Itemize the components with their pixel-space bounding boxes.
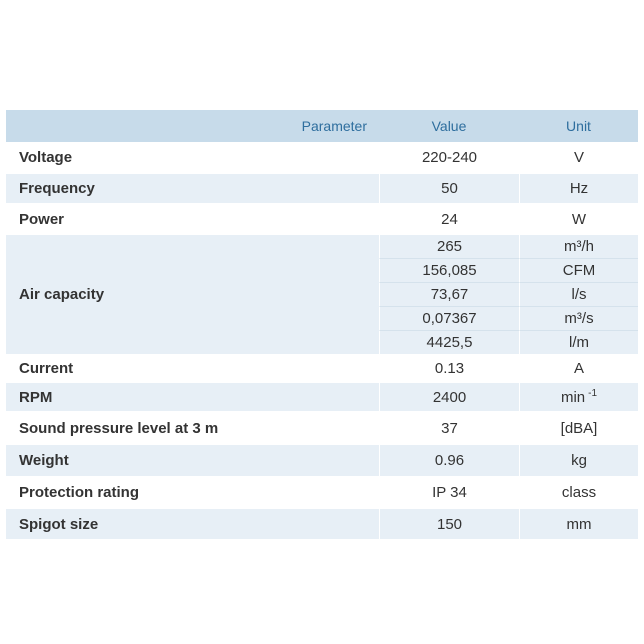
header-value: Value — [379, 110, 519, 142]
parameter-value: 0.96 — [379, 445, 519, 477]
parameter-value: 4425,5 — [379, 331, 519, 355]
unit-base: min — [560, 388, 586, 406]
parameter-value: 265 — [379, 235, 519, 259]
table-row-spigot-size — [6, 509, 638, 540]
table-row-power — [6, 204, 638, 235]
unit-exponent: -1 — [588, 387, 598, 399]
parameter-name: Protection rating — [6, 477, 379, 509]
parameter-unit: W — [519, 204, 638, 235]
parameter-value: 24 — [379, 204, 519, 235]
parameter-name: Power — [6, 204, 379, 235]
parameter-unit — [519, 383, 638, 412]
parameter-name: RPM — [6, 383, 379, 412]
parameter-value: 50 — [379, 174, 519, 204]
parameter-unit: [dBA] — [519, 412, 638, 445]
table-row-current — [6, 355, 638, 383]
parameter-unit: mm — [519, 509, 638, 540]
header-unit: Unit — [519, 110, 638, 142]
parameter-value: 156,085 — [379, 259, 519, 283]
parameter-value: 150 — [379, 509, 519, 540]
parameter-unit: CFM — [519, 259, 638, 283]
parameter-unit: l/s — [519, 283, 638, 307]
parameter-value: 73,67 — [379, 283, 519, 307]
parameter-unit: V — [519, 142, 638, 174]
table-row-sound-pressure — [6, 412, 638, 445]
parameter-unit: l/m — [519, 331, 638, 355]
parameter-value: 37 — [379, 412, 519, 445]
table-row-protection-rating — [6, 477, 638, 509]
table-row-voltage — [6, 142, 638, 174]
table-row-frequency — [6, 174, 638, 204]
parameter-name: Current — [6, 355, 379, 383]
parameter-name: Weight — [6, 445, 379, 477]
parameter-name: Sound pressure level at 3 m — [6, 412, 379, 445]
parameter-value: 220-240 — [379, 142, 519, 174]
table-header-row — [6, 110, 638, 142]
parameter-unit: Hz — [519, 174, 638, 204]
parameter-value: 2400 — [379, 383, 519, 412]
parameter-name: Spigot size — [6, 509, 379, 540]
parameter-value: IP 34 — [379, 477, 519, 509]
specification-table — [6, 110, 638, 540]
parameter-unit: m³/s — [519, 307, 638, 331]
table-row-weight — [6, 445, 638, 477]
parameter-name: Voltage — [6, 142, 379, 174]
parameter-name: Frequency — [6, 174, 379, 204]
parameter-unit: m³/h — [519, 235, 638, 259]
parameter-value: 0,07367 — [379, 307, 519, 331]
table-row-air-capacity — [6, 235, 638, 259]
parameter-name: Air capacity — [6, 235, 379, 355]
table-row-rpm — [6, 383, 638, 412]
parameter-unit: A — [519, 355, 638, 383]
header-parameter: Parameter — [6, 110, 379, 142]
parameter-unit: class — [519, 477, 638, 509]
parameter-value: 0.13 — [379, 355, 519, 383]
parameter-unit: kg — [519, 445, 638, 477]
